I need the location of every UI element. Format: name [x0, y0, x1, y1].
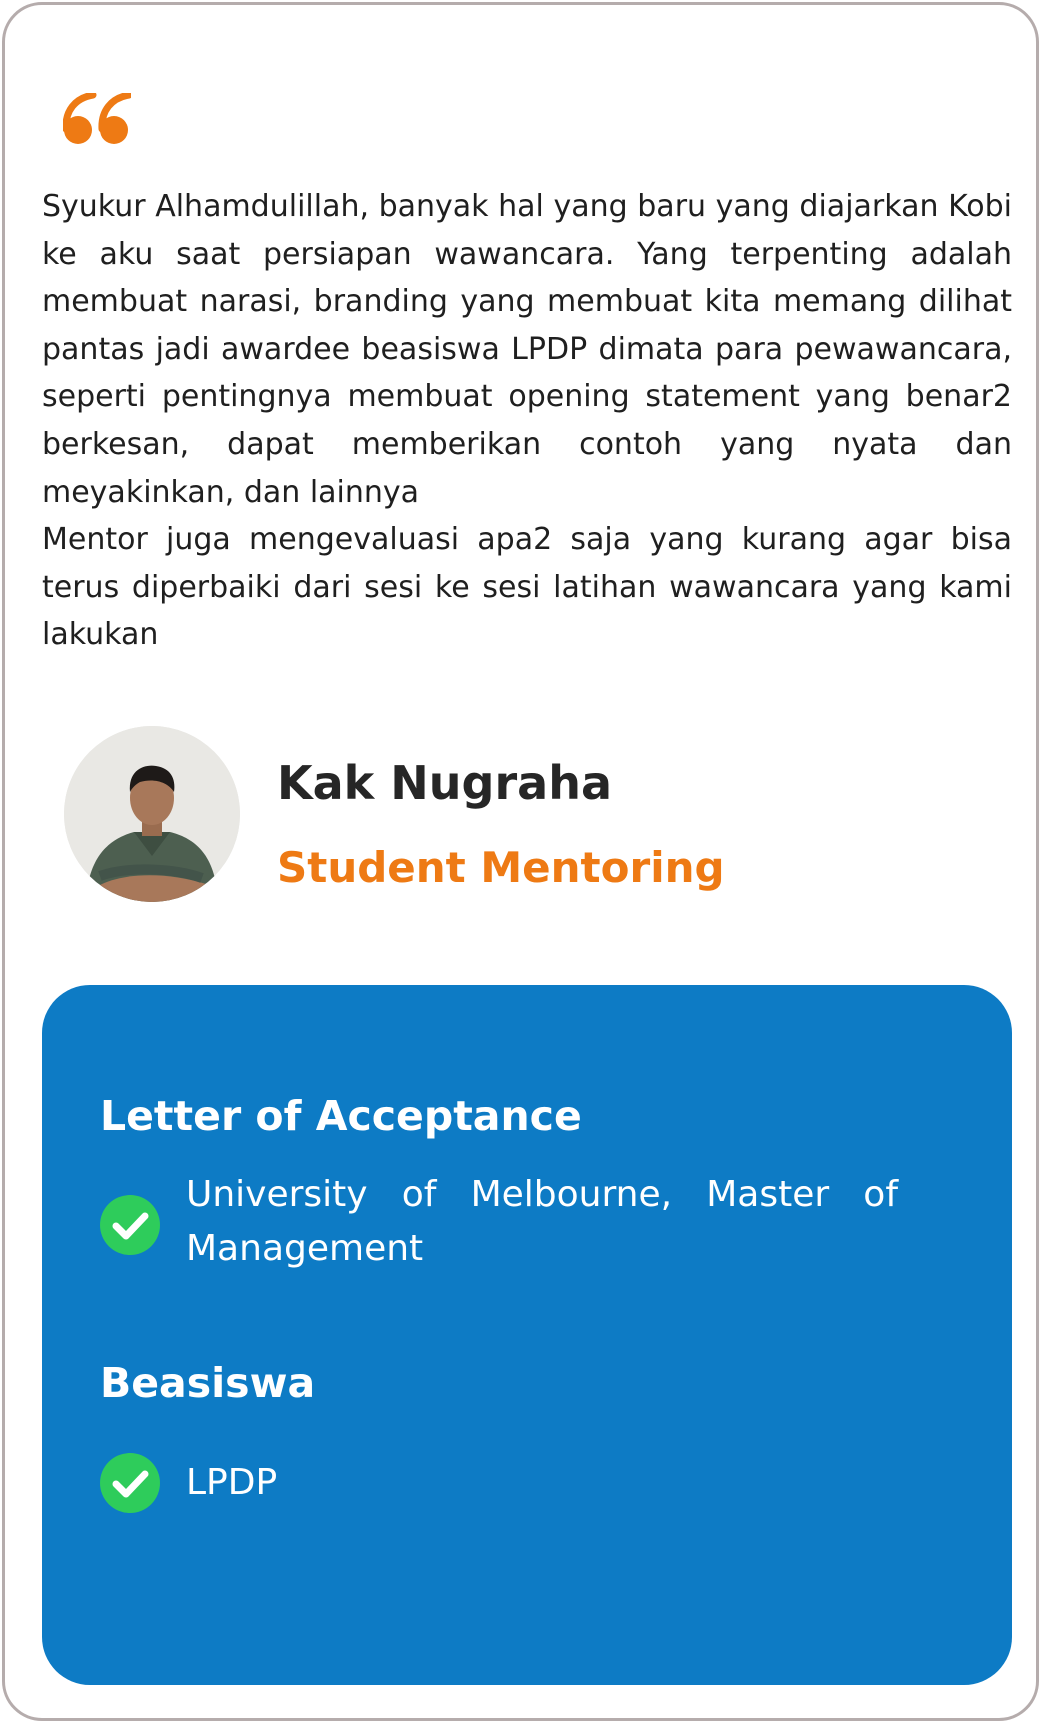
testimonial-text [42, 183, 1012, 659]
testimonial-paragraph: Syukur Alhamdulillah, banyak hal yang baru yang diajarkan Kobi ke aku saat persiapan wawancara. Yang terpenting adalah membuat narasi, branding yang membuat kita memang dilihat pantas jadi awardee beasiswa LPDP dimata para pewawancara, seperti pentingnya membuat opening statement yang benar2 berkesan, dapat memberikan contoh yang nyata dan meyakinkan, dan lainnya [42, 189, 1012, 510]
scholarship-item: LPDP [186, 1462, 278, 1503]
check-circle-icon [100, 1195, 160, 1255]
loa-item: University of Melbourne, Master of Management [186, 1174, 898, 1269]
mentor-name: Kak Nugraha [277, 756, 612, 810]
scholarship-title: Beasiswa [100, 1359, 316, 1407]
avatar-photo [64, 726, 240, 902]
loa-title: Letter of Acceptance [100, 1092, 582, 1140]
testimonial-paragraph: Mentor juga mengevaluasi apa2 saja yang kurang agar bisa terus diperbaiki dari sesi ke sesi latihan wawancara yang kami lakukan [42, 522, 1012, 653]
program-label: Student Mentoring [277, 843, 725, 892]
avatar [64, 726, 240, 902]
quote-icon [63, 93, 131, 145]
results-panel [42, 985, 1012, 1685]
check-circle-icon [100, 1453, 160, 1513]
testimonial-card [2, 2, 1039, 1721]
